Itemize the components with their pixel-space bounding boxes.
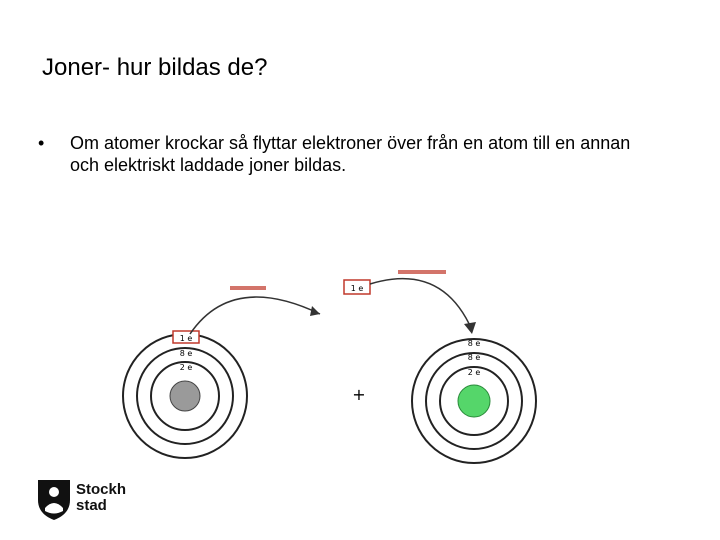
logo-line-1: Stockh	[76, 481, 127, 498]
right-transfer-arrow	[370, 279, 472, 330]
right-shell-label-1: 8 e	[467, 339, 481, 348]
bullet-item	[38, 132, 658, 176]
bullet-text: Om atomer krockar så flyttar elektroner över från en atom till en annan och elektriskt laddade joner bildas.	[70, 133, 631, 175]
logo-text	[76, 481, 127, 514]
left-shell-label-1: 1 e	[179, 334, 193, 343]
left-shell-label-3: 2 e	[179, 363, 193, 372]
slide-title: Joner- hur bildas de?	[42, 54, 268, 81]
right-shell-label-3: 2 e	[467, 368, 481, 377]
bullet-marker: •	[38, 133, 45, 153]
right-atom-nucleus	[458, 385, 490, 417]
left-atom	[123, 331, 247, 458]
shield-icon	[38, 480, 70, 520]
right-shell-label-2: 8 e	[467, 353, 481, 362]
ion-formation-diagram	[112, 262, 542, 500]
logo-line-2: stad	[76, 497, 107, 514]
plus-sign: +	[352, 385, 366, 404]
right-arrow-head	[464, 322, 476, 334]
left-arrow-head	[310, 306, 320, 316]
left-atom-nucleus	[170, 381, 200, 411]
right-transfer-label	[398, 270, 446, 274]
crest-head-icon	[49, 487, 59, 497]
transferred-electron-label: 1 e	[350, 284, 364, 293]
left-shell-label-2: 8 e	[179, 349, 193, 358]
left-transfer-label	[230, 286, 266, 290]
right-atom	[412, 339, 536, 463]
left-transfer-arrow	[190, 297, 320, 334]
